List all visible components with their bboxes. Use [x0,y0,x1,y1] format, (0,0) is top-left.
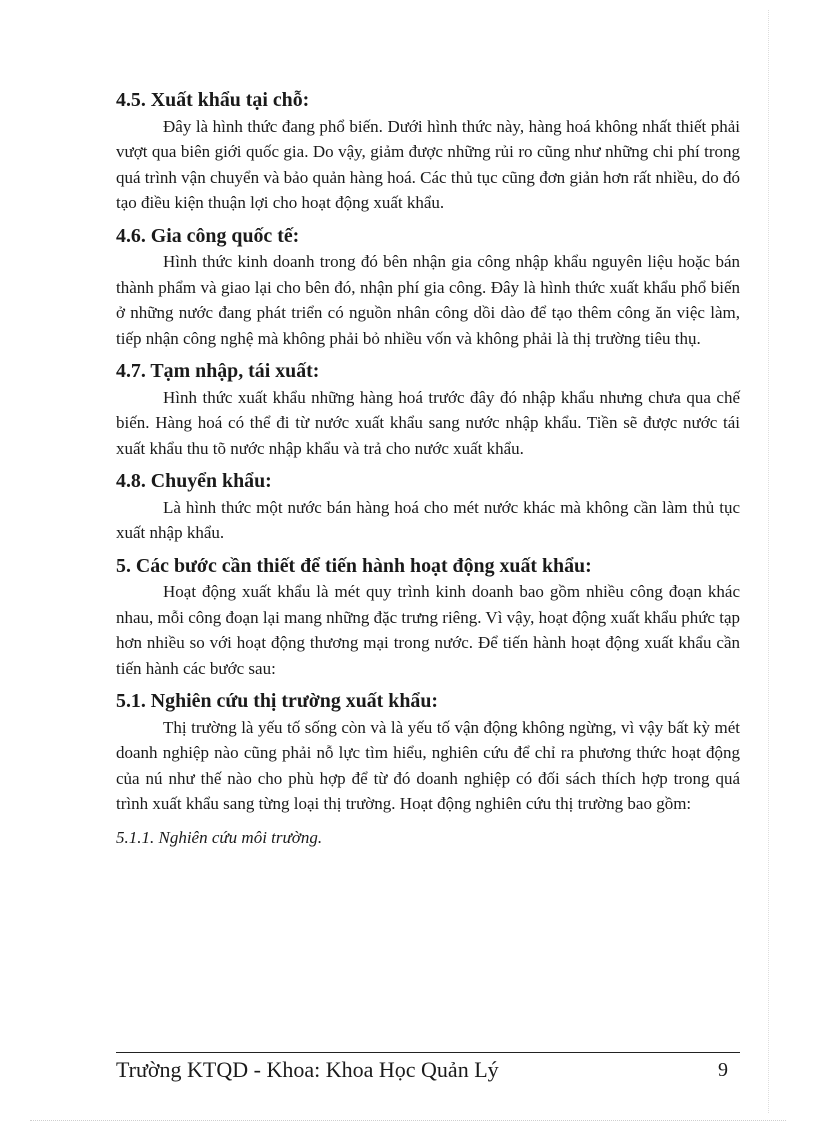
paragraph: Hoạt động xuất khẩu là mét quy trình kinh doanh bao gồm nhiều công đoạn khác nhau, mỗi công đoạn lại mang những đặc trưng riêng. Vì vậy, hoạt động xuất khẩu phức tạp hơn nhiều so với hoạt động thương mại trong nước. Để tiến hành hoạt động xuất khẩu cần tiến hành các bước sau: [116,582,740,678]
paragraph: Hình thức xuất khẩu những hàng hoá trước đây đó nhập khẩu nhưng chưa qua chế biến. Hàng hoá có thể đi từ nước xuất khẩu sang nước nhập khẩu. Tiền sẽ được nước tái xuất khẩu thu tõ nước nhập khẩu và trả cho nước xuất khẩu. [116,387,740,458]
section-heading: 4.6. Gia công quốc tế: [116,224,300,247]
section-heading: 4.8. Chuyển khẩu: [116,470,272,492]
section-heading: 5.1. Nghiên cứu thị trường xuất khẩu: [116,690,438,712]
page-body [116,88,740,850]
section-heading: 5. Các bước cần thiết để tiến hành hoạt động xuất khẩu: [116,554,592,577]
bottom-dotted-border [30,1120,786,1121]
footer-text: Trường KTQD - Khoa: Khoa Học Quản Lý [116,1057,499,1082]
section-heading: 4.5. Xuất khẩu tại chỗ: [116,89,310,111]
paragraph: Đây là hình thức đang phổ biến. Dưới hình thức này, hàng hoá không nhất thiết phải vượt qua biên giới quốc gia. Do vậy, giảm được những rủi ro cũng như những chi phí trong quá trình vận chuyển và bảo quản hàng hoá. Các thủ tục cũng đơn giản hơn rất nhiều, do đó tạo điều kiện thuận lợi cho hoạt động xuất khẩu. [116,116,740,212]
right-dotted-border [768,10,769,1113]
paragraph: Là hình thức một nước bán hàng hoá cho mét nước khác mà không cần làm thủ tục xuất nhập khẩu. [116,497,740,542]
paragraph: Thị trường là yếu tố sống còn và là yếu tố vận động không ngừng, vì vậy bất kỳ mét doanh nghiệp nào cũng phải nỗ lực tìm hiểu, nghiên cứu để chỉ ra phương thức hoạt động của nú như thế nào cho phù hợp để từ đó doanh nghiệp có đối sách thích hợp trong quá trình xuất khẩu sang từng loại thị trường. Hoạt động nghiên cứu thị trường bao gồm: [116,717,740,813]
subsection-heading: 5.1.1. Nghiên cứu môi trường. [116,827,323,847]
page-footer [116,1052,740,1087]
section-heading: 4.7. Tạm nhập, tái xuất: [116,360,320,382]
paragraph: Hình thức kinh doanh trong đó bên nhận gia công nhập khẩu nguyên liệu hoặc bán thành phẩm và giao lại cho bên đó, nhận phí gia công. Đây là hình thức xuất khẩu phổ biến ở những nước đang phát triển có nguồn nhân công dồi dào để tạo thêm công ăn việc làm, tiếp nhận công nghệ mà không phải bỏ nhiều vốn và không phải là thị trường tiêu thụ. [116,252,740,348]
page-number: 9 [718,1059,728,1081]
